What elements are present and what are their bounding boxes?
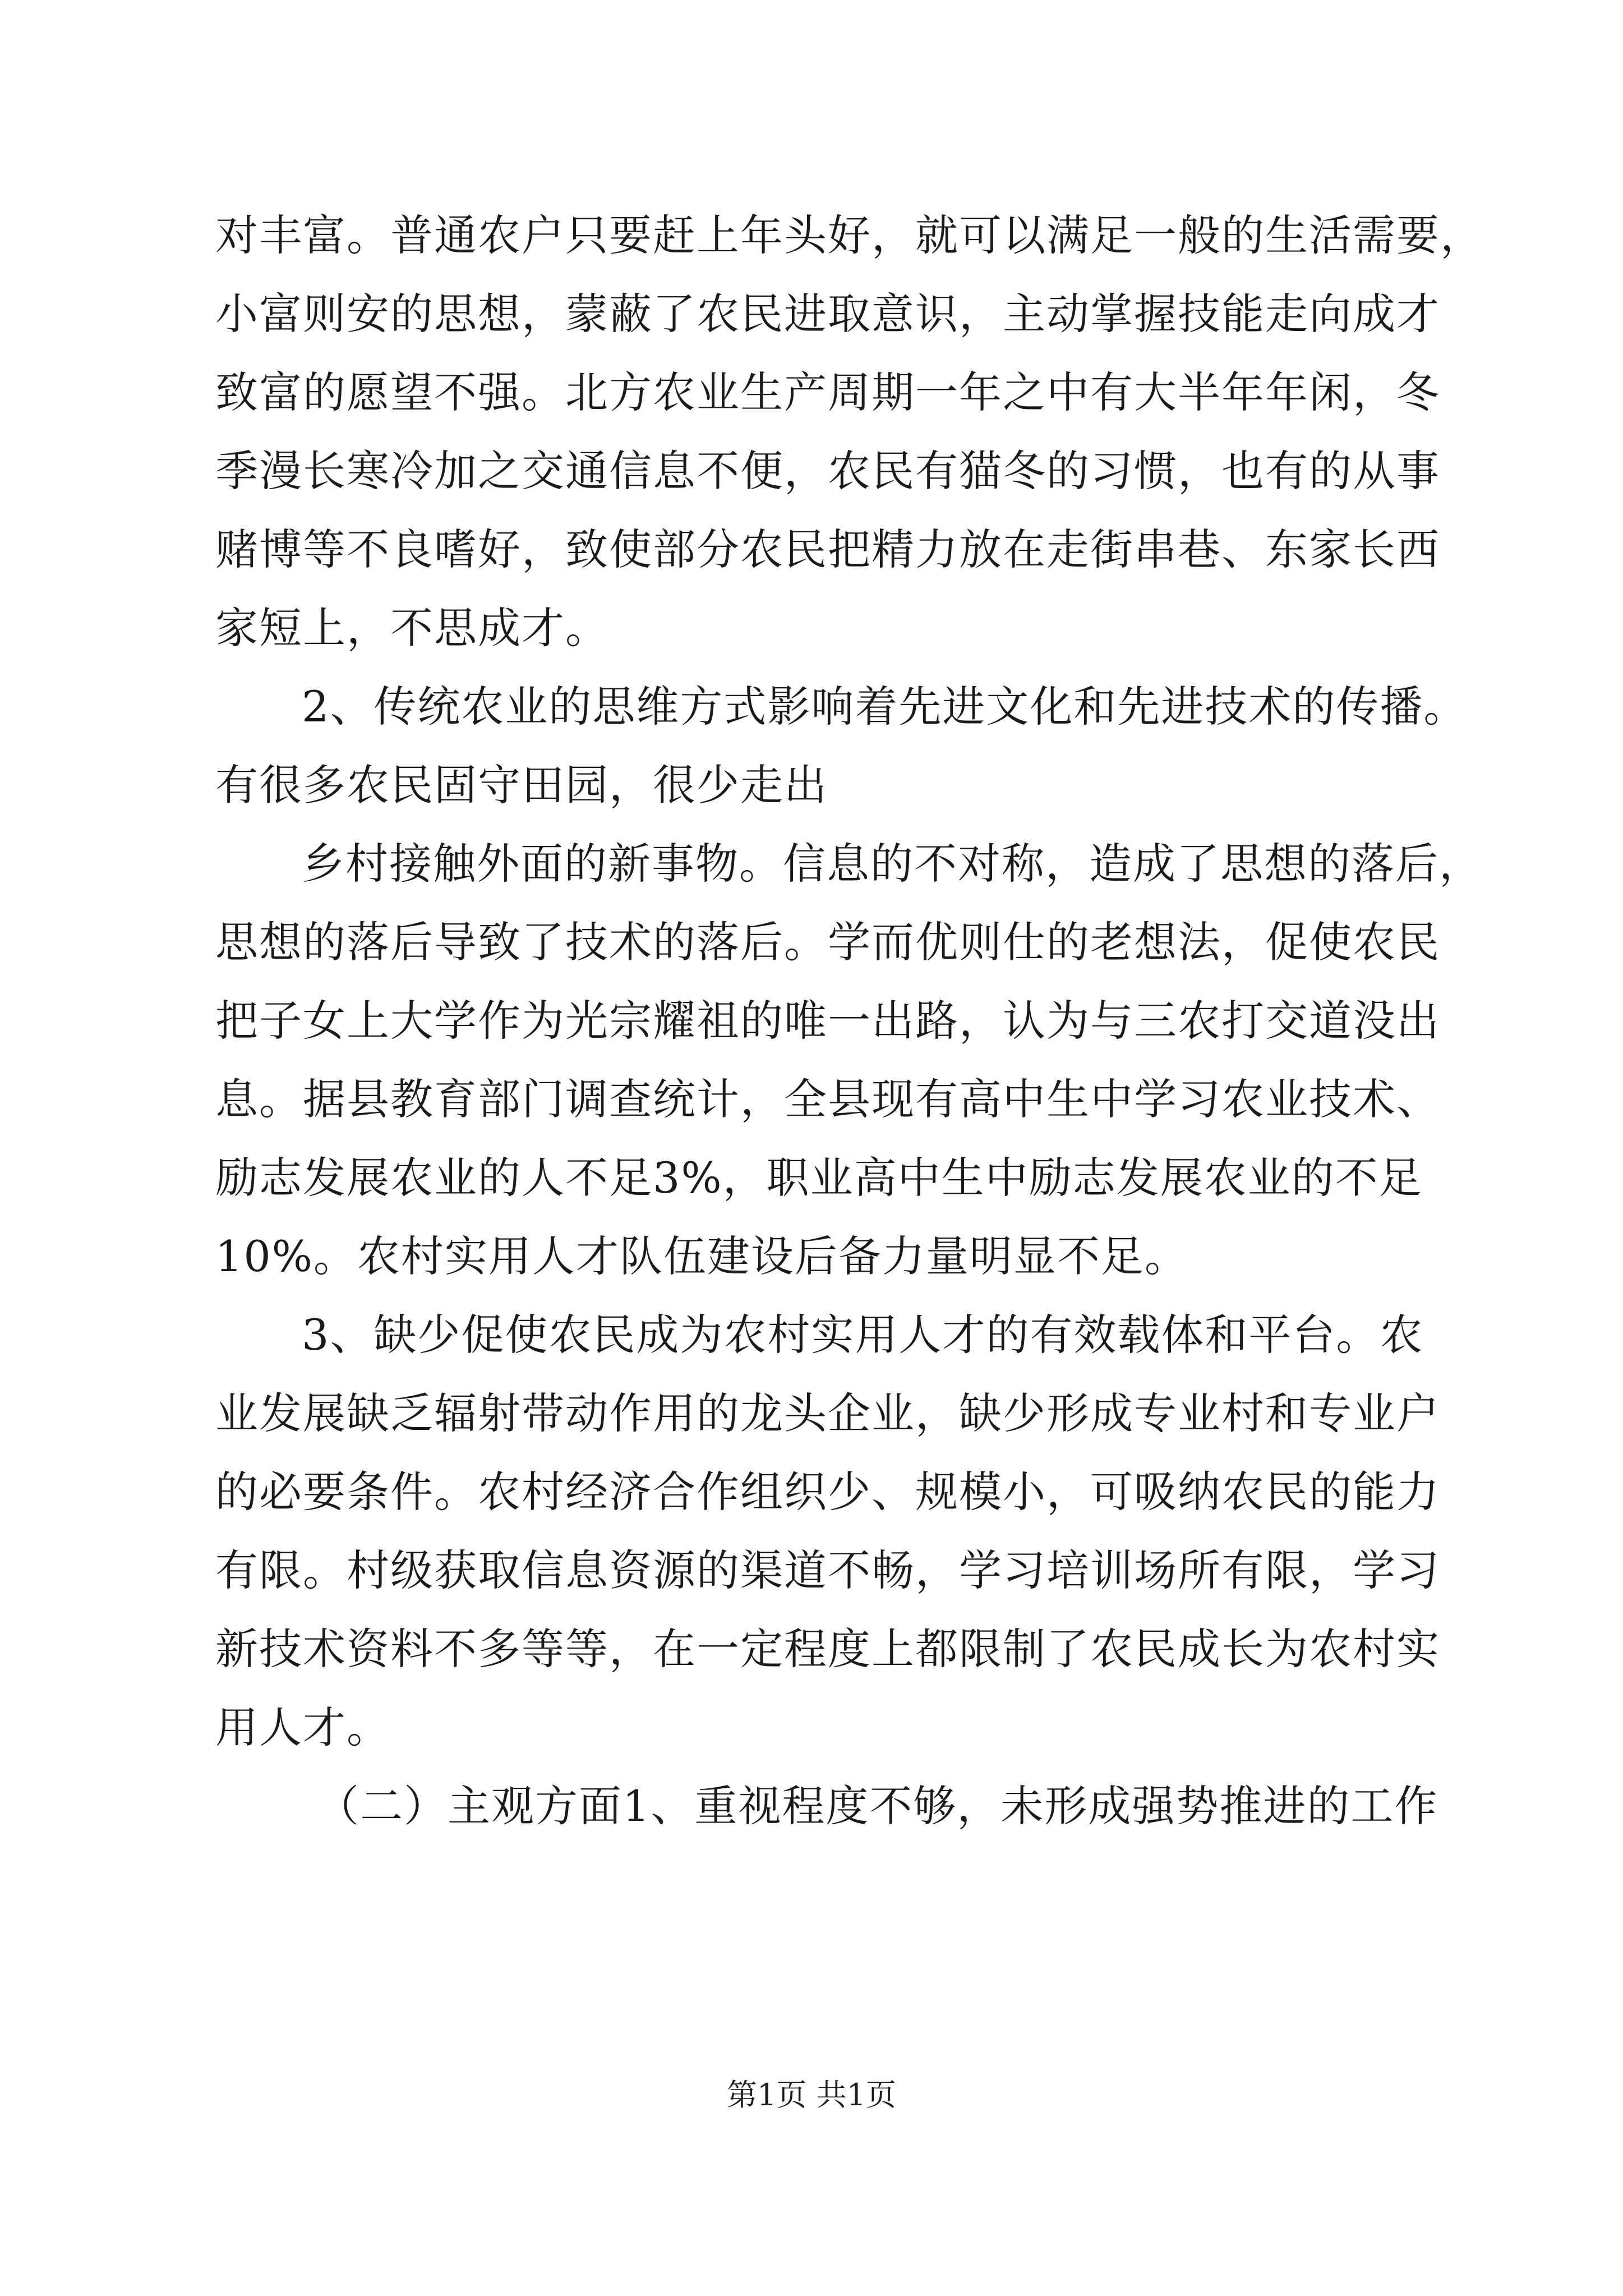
text-line: 有限。村级获取信息资源的渠道不畅，学习培训场所有限，学习 — [215, 1545, 1440, 1595]
text-line: （二）主观方面1、重视程度不够，未形成强势推进的工作 — [316, 1781, 1438, 1831]
page-number-label: 第1页 共1页 — [727, 2077, 896, 2113]
text-line: 新技术资料不多等等，在一定程度上都限制了农民成长为农村实 — [215, 1624, 1440, 1674]
text-line: 励志发展农业的人不足3%，职业高中生中励志发展农业的不足 — [215, 1153, 1423, 1203]
text-line: 乡村接触外面的新事物。信息的不对称，造成了思想的落后， — [302, 839, 1483, 889]
text-line: 思想的落后导致了技术的落后。学而优则仕的老想法，促使农民 — [215, 917, 1440, 967]
text-line: 有很多农民固守田园，很少走出 — [215, 760, 828, 810]
text-line: 把子女上大学作为光宗耀祖的唯一出路，认为与三农打交道没出 — [215, 996, 1440, 1046]
page-footer — [0, 2076, 1623, 2115]
text-line: 对丰富。普通农户只要赶上年头好，就可以满足一般的生活需要， — [215, 210, 1484, 260]
text-line: 赌博等不良嗜好，致使部分农民把精力放在走街串巷、东家长西 — [215, 524, 1440, 574]
text-line: 2、传统农业的思维方式影响着先进文化和先进技术的传播。 — [302, 682, 1468, 731]
text-line: 季漫长寒冷加之交通信息不便，农民有猫冬的习惯，也有的从事 — [215, 446, 1440, 496]
text-line: 用人才。 — [215, 1703, 390, 1752]
text-line: 小富则安的思想，蒙蔽了农民进取意识，主动掌握技能走向成才 — [215, 289, 1440, 339]
text-line: 致富的愿望不强。北方农业生产周期一年之中有大半年年闲，冬 — [215, 367, 1440, 417]
document-body — [215, 196, 1484, 1846]
text-line: 3、缺少促使农民成为农村实用人才的有效载体和平台。农 — [302, 1310, 1424, 1360]
text-line: 10%。农村实用人才队伍建设后备力量明显不足。 — [215, 1231, 1188, 1281]
text-line: 息。据县教育部门调查统计，全县现有高中生中学习农业技术、 — [215, 1074, 1440, 1124]
text-line: 家短上，不思成才。 — [215, 603, 609, 653]
text-line: 的必要条件。农村经济合作组织少、规模小，可吸纳农民的能力 — [215, 1467, 1440, 1517]
text-line: 业发展缺乏辐射带动作用的龙头企业，缺少形成专业村和专业户 — [215, 1388, 1440, 1438]
